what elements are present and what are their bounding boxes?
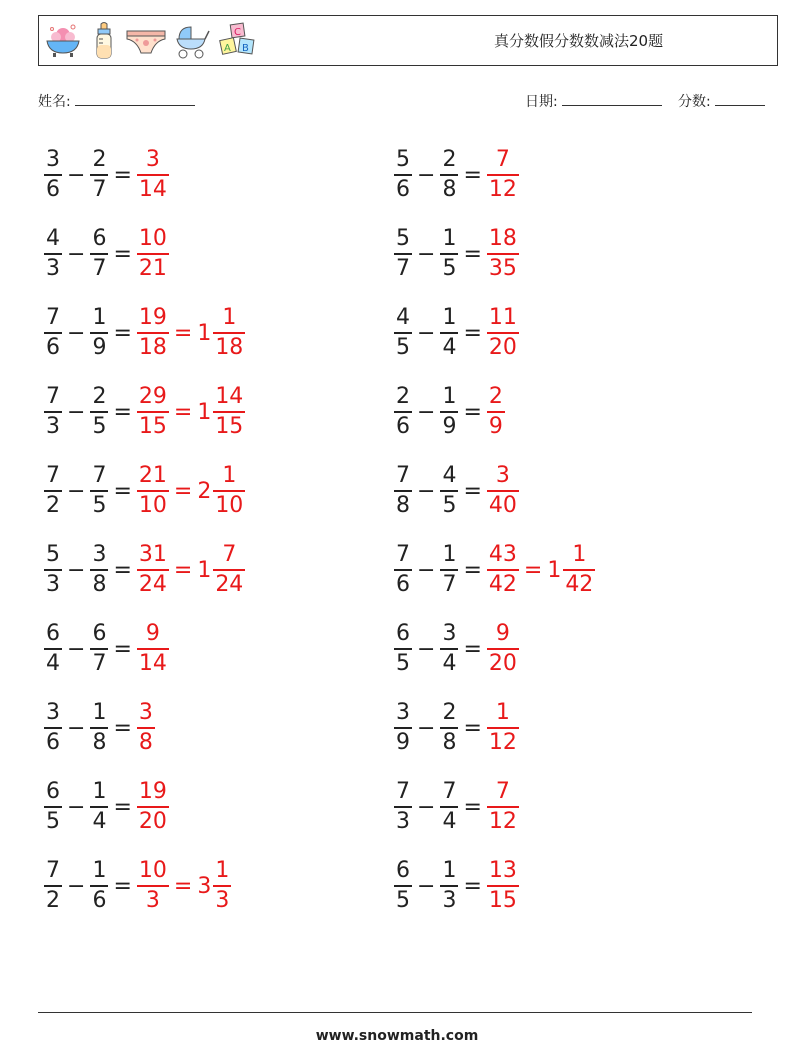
subtrahend-fraction-denominator: 5: [442, 492, 457, 518]
minuend-fraction-denominator: 7: [396, 255, 410, 281]
minus-sign: −: [417, 478, 436, 504]
minuend-fraction-numerator: 4: [396, 305, 410, 331]
problem-item: [44, 460, 245, 522]
subtrahend-fraction: [90, 620, 108, 678]
date-label: 日期:: [525, 94, 558, 110]
subtrahend-fraction-numerator: 1: [92, 779, 107, 805]
subtrahend-fraction-denominator: 7: [442, 571, 457, 597]
equals-sign: =: [463, 162, 482, 188]
minus-sign: −: [67, 636, 86, 662]
subtrahend-fraction: [90, 383, 108, 441]
subtrahend-fraction-numerator: 7: [442, 779, 457, 805]
equals-sign-answer: =: [173, 320, 193, 346]
answer-fraction-denominator: 12: [488, 729, 517, 755]
equals-sign-answer: =: [173, 873, 193, 899]
answer-fraction-numerator: 7: [495, 147, 510, 173]
minuend-fraction-denominator: 6: [396, 571, 410, 597]
subtrahend-fraction: [440, 620, 458, 678]
minuend-fraction: [394, 146, 412, 204]
answer-fraction-denominator: 10: [138, 492, 167, 518]
answer-mixed-fraction-numerator: 14: [215, 384, 244, 410]
minuend-fraction-numerator: 3: [46, 700, 60, 726]
minuend-fraction-numerator: 5: [46, 542, 60, 568]
minus-sign: −: [417, 320, 436, 346]
answer-whole-number: 1: [197, 320, 212, 346]
equals-sign: =: [113, 873, 132, 899]
minuend-fraction: [394, 541, 412, 599]
equals-sign: =: [113, 636, 132, 662]
minuend-fraction-numerator: 2: [396, 384, 410, 410]
name-blank[interactable]: [75, 91, 195, 106]
answer-fraction-numerator: 43: [488, 542, 517, 568]
minuend-fraction-denominator: 3: [46, 413, 60, 439]
answer-fraction: [137, 225, 169, 283]
abc-blocks-icon: [217, 21, 259, 61]
subtrahend-fraction-numerator: 1: [92, 858, 107, 884]
minuend-fraction-denominator: 4: [46, 650, 60, 676]
equals-sign: =: [463, 399, 482, 425]
equals-sign: =: [463, 873, 482, 899]
svg-text:C: C: [234, 27, 241, 38]
equals-sign: =: [113, 715, 132, 741]
subtrahend-fraction: [90, 699, 108, 757]
minuend-fraction-denominator: 3: [396, 808, 410, 834]
answer-fraction-denominator: 3: [145, 887, 160, 913]
answer-fraction-numerator: 13: [488, 858, 517, 884]
subtrahend-fraction-denominator: 8: [92, 729, 107, 755]
subtrahend-fraction-denominator: 4: [442, 650, 457, 676]
minuend-fraction-numerator: 7: [396, 463, 410, 489]
minuend-fraction-numerator: 3: [396, 700, 410, 726]
minuend-fraction-denominator: 2: [46, 887, 60, 913]
subtrahend-fraction: [90, 778, 108, 836]
subtrahend-fraction-numerator: 1: [92, 700, 107, 726]
answer-fraction-denominator: 8: [138, 729, 153, 755]
equals-sign-answer: =: [173, 478, 193, 504]
equals-sign: =: [113, 162, 132, 188]
minuend-fraction-numerator: 7: [46, 463, 60, 489]
minuend-fraction-denominator: 8: [396, 492, 410, 518]
answer-fraction-denominator: 42: [488, 571, 517, 597]
answer-mixed-fraction: [213, 857, 231, 915]
answer-fraction-denominator: 20: [488, 334, 517, 360]
subtrahend-fraction: [90, 462, 108, 520]
answer-fraction-numerator: 3: [495, 463, 510, 489]
answer-fraction: [487, 699, 519, 757]
problem-item: [44, 539, 245, 601]
footer-url: www.snowmath.com: [315, 1028, 479, 1044]
minuend-fraction-numerator: 7: [396, 542, 410, 568]
minuend-fraction: [44, 620, 62, 678]
subtrahend-fraction-denominator: 6: [92, 887, 107, 913]
problem-item: [44, 302, 245, 364]
minus-sign: −: [67, 241, 86, 267]
subtrahend-fraction-numerator: 4: [442, 463, 457, 489]
answer-fraction: [137, 778, 169, 836]
problem-item: [44, 618, 169, 680]
answer-fraction-denominator: 9: [488, 413, 503, 439]
problem-item: [394, 302, 519, 364]
minus-sign: −: [67, 715, 86, 741]
svg-text:B: B: [242, 43, 249, 54]
subtrahend-fraction-denominator: 4: [442, 334, 457, 360]
subtrahend-fraction: [440, 462, 458, 520]
subtrahend-fraction: [440, 699, 458, 757]
name-label: 姓名:: [38, 94, 71, 110]
answer-fraction: [487, 778, 519, 836]
answer-fraction-denominator: 20: [488, 650, 517, 676]
subtrahend-fraction-numerator: 1: [442, 384, 457, 410]
subtrahend-fraction: [90, 146, 108, 204]
answer-mixed-fraction-denominator: 42: [565, 571, 594, 597]
answer-mixed-fraction-denominator: 3: [215, 887, 230, 913]
answer-mixed-fraction-numerator: 1: [222, 463, 237, 489]
subtrahend-fraction-denominator: 8: [442, 729, 457, 755]
minus-sign: −: [67, 478, 86, 504]
minuend-fraction-numerator: 7: [46, 858, 60, 884]
answer-fraction-numerator: 11: [488, 305, 517, 331]
answer-mixed-fraction: [213, 304, 245, 362]
subtrahend-fraction-denominator: 9: [442, 413, 457, 439]
answer-fraction-numerator: 19: [138, 305, 167, 331]
subtrahend-fraction: [440, 383, 458, 441]
minuend-fraction: [394, 462, 412, 520]
diaper-icon: [125, 21, 167, 61]
minuend-fraction-denominator: 3: [46, 571, 60, 597]
answer-fraction: [137, 620, 169, 678]
answer-fraction-numerator: 3: [145, 147, 160, 173]
equals-sign: =: [113, 794, 132, 820]
answer-mixed-fraction-denominator: 24: [215, 571, 244, 597]
minus-sign: −: [417, 794, 436, 820]
answer-mixed-fraction-denominator: 18: [215, 334, 244, 360]
answer-fraction-numerator: 10: [138, 858, 167, 884]
answer-fraction: [137, 304, 169, 362]
answer-fraction: [487, 857, 519, 915]
problem-item: [394, 697, 519, 759]
answer-mixed-fraction: [563, 541, 595, 599]
subtrahend-fraction: [440, 541, 458, 599]
answer-fraction-denominator: 14: [138, 650, 167, 676]
subtrahend-fraction-numerator: 1: [442, 305, 457, 331]
answer-fraction: [137, 146, 169, 204]
subtrahend-fraction-denominator: 7: [92, 176, 107, 202]
minus-sign: −: [417, 162, 436, 188]
answer-mixed-fraction: [213, 541, 245, 599]
worksheet-title: 真分数假分数数减法20题: [494, 32, 664, 50]
answer-fraction: [487, 462, 519, 520]
problem-item: [394, 539, 595, 601]
equals-sign: =: [463, 320, 482, 346]
subtrahend-fraction-denominator: 5: [92, 413, 107, 439]
minuend-fraction: [394, 225, 412, 283]
problem-item: [394, 144, 519, 206]
subtrahend-fraction-denominator: 5: [92, 492, 107, 518]
problem-item: [394, 381, 505, 443]
answer-fraction: [137, 462, 169, 520]
subtrahend-fraction: [440, 146, 458, 204]
minuend-fraction-numerator: 5: [396, 147, 410, 173]
answer-fraction-denominator: 35: [488, 255, 517, 281]
answer-whole-number: 2: [197, 478, 212, 504]
problem-item: [44, 144, 169, 206]
name-field: [38, 91, 195, 111]
answer-fraction: [487, 383, 505, 441]
minus-sign: −: [417, 636, 436, 662]
problem-item: [394, 618, 519, 680]
equals-sign: =: [463, 794, 482, 820]
minuend-fraction-numerator: 6: [396, 858, 410, 884]
subtrahend-fraction: [90, 857, 108, 915]
answer-fraction: [487, 225, 519, 283]
problem-item: [44, 776, 169, 838]
answer-fraction-denominator: 12: [488, 808, 517, 834]
subtrahend-fraction-denominator: 8: [92, 571, 107, 597]
minuend-fraction-denominator: 3: [46, 255, 60, 281]
subtrahend-fraction-denominator: 4: [442, 808, 457, 834]
equals-sign: =: [113, 399, 132, 425]
answer-mixed-fraction-numerator: 1: [222, 305, 237, 331]
subtrahend-fraction-numerator: 3: [442, 621, 457, 647]
answer-fraction-numerator: 2: [488, 384, 503, 410]
equals-sign: =: [463, 557, 482, 583]
minuend-fraction-numerator: 7: [396, 779, 410, 805]
minuend-fraction: [394, 383, 412, 441]
problem-item: [394, 855, 519, 917]
minuend-fraction: [44, 146, 62, 204]
minuend-fraction: [44, 699, 62, 757]
answer-mixed-fraction: [213, 383, 245, 441]
subtrahend-fraction-denominator: 8: [442, 176, 457, 202]
answer-fraction: [137, 541, 169, 599]
equals-sign-answer: =: [173, 557, 193, 583]
answer-fraction-numerator: 10: [138, 226, 167, 252]
answer-fraction-numerator: 19: [138, 779, 167, 805]
subtrahend-fraction-numerator: 6: [92, 226, 107, 252]
subtrahend-fraction: [90, 541, 108, 599]
minuend-fraction-numerator: 5: [396, 226, 410, 252]
minuend-fraction-denominator: 5: [396, 887, 410, 913]
minuend-fraction: [394, 778, 412, 836]
minuend-fraction-numerator: 6: [46, 621, 60, 647]
answer-whole-number: 1: [197, 557, 212, 583]
minuend-fraction-denominator: 6: [396, 176, 410, 202]
answer-fraction-denominator: 24: [138, 571, 167, 597]
subtrahend-fraction-numerator: 7: [92, 463, 107, 489]
baby-bath-icon: [43, 21, 83, 61]
subtrahend-fraction: [90, 225, 108, 283]
answer-whole-number: 3: [197, 873, 212, 899]
minuend-fraction-denominator: 6: [46, 176, 60, 202]
equals-sign: =: [463, 478, 482, 504]
subtrahend-fraction-numerator: 6: [92, 621, 107, 647]
answer-mixed-fraction-numerator: 1: [572, 542, 587, 568]
answer-fraction: [487, 304, 519, 362]
date-field: [525, 91, 662, 111]
answer-fraction-numerator: 7: [495, 779, 510, 805]
answer-fraction-denominator: 20: [138, 808, 167, 834]
problem-item: [44, 855, 231, 917]
answer-fraction: [137, 383, 169, 441]
minuend-fraction-denominator: 6: [396, 413, 410, 439]
subtrahend-fraction-denominator: 9: [92, 334, 107, 360]
answer-fraction: [487, 146, 519, 204]
minuend-fraction-denominator: 6: [46, 729, 60, 755]
minuend-fraction: [44, 304, 62, 362]
answer-mixed-fraction-denominator: 10: [215, 492, 244, 518]
minuend-fraction: [44, 857, 62, 915]
answer-mixed-fraction-denominator: 15: [215, 413, 244, 439]
score-label: 分数:: [678, 94, 711, 110]
answer-fraction-numerator: 31: [138, 542, 167, 568]
answer-fraction-denominator: 18: [138, 334, 167, 360]
answer-fraction-numerator: 21: [138, 463, 167, 489]
problem-item: [44, 381, 245, 443]
problem-item: [394, 223, 519, 285]
svg-text:A: A: [224, 43, 231, 54]
minuend-fraction-numerator: 6: [396, 621, 410, 647]
equals-sign: =: [113, 241, 132, 267]
equals-sign: =: [463, 636, 482, 662]
subtrahend-fraction-denominator: 3: [442, 887, 457, 913]
subtrahend-fraction-numerator: 1: [442, 226, 457, 252]
minuend-fraction-numerator: 7: [46, 305, 60, 331]
subtrahend-fraction-numerator: 3: [92, 542, 107, 568]
minuend-fraction-denominator: 9: [396, 729, 410, 755]
subtrahend-fraction-numerator: 2: [442, 147, 457, 173]
minus-sign: −: [67, 320, 86, 346]
footer-divider: [38, 1012, 752, 1013]
minus-sign: −: [417, 715, 436, 741]
minus-sign: −: [417, 399, 436, 425]
subtrahend-fraction: [440, 225, 458, 283]
minus-sign: −: [417, 873, 436, 899]
problem-item: [394, 776, 519, 838]
subtrahend-fraction-numerator: 1: [92, 305, 107, 331]
minuend-fraction: [44, 778, 62, 836]
subtrahend-fraction-numerator: 2: [92, 384, 107, 410]
subtrahend-fraction: [90, 304, 108, 362]
answer-mixed-fraction-numerator: 7: [222, 542, 237, 568]
minus-sign: −: [417, 241, 436, 267]
minus-sign: −: [67, 794, 86, 820]
subtrahend-fraction: [440, 304, 458, 362]
baby-stroller-icon: [173, 21, 211, 61]
answer-fraction-numerator: 1: [495, 700, 510, 726]
equals-sign: =: [463, 241, 482, 267]
minuend-fraction: [44, 225, 62, 283]
minus-sign: −: [67, 162, 86, 188]
equals-sign: =: [113, 320, 132, 346]
minuend-fraction: [394, 699, 412, 757]
score-field: [678, 91, 765, 111]
equals-sign-answer: =: [173, 399, 193, 425]
minus-sign: −: [417, 557, 436, 583]
minus-sign: −: [67, 873, 86, 899]
answer-whole-number: 1: [197, 399, 212, 425]
subtrahend-fraction-numerator: 2: [442, 700, 457, 726]
subtrahend-fraction-denominator: 7: [92, 255, 107, 281]
subtrahend-fraction-denominator: 7: [92, 650, 107, 676]
minuend-fraction: [44, 462, 62, 520]
equals-sign: =: [113, 478, 132, 504]
answer-fraction-denominator: 14: [138, 176, 167, 202]
minuend-fraction-denominator: 5: [46, 808, 60, 834]
minuend-fraction: [394, 857, 412, 915]
subtrahend-fraction-numerator: 1: [442, 858, 457, 884]
date-blank[interactable]: [562, 91, 662, 106]
answer-mixed-fraction-numerator: 1: [215, 858, 230, 884]
minuend-fraction-numerator: 6: [46, 779, 60, 805]
subtrahend-fraction-denominator: 4: [92, 808, 107, 834]
answer-fraction-numerator: 9: [495, 621, 510, 647]
minuend-fraction: [44, 541, 62, 599]
minuend-fraction-denominator: 5: [396, 334, 410, 360]
minuend-fraction: [44, 383, 62, 441]
minuend-fraction-denominator: 2: [46, 492, 60, 518]
subtrahend-fraction: [440, 778, 458, 836]
subtrahend-fraction-denominator: 5: [442, 255, 457, 281]
minuend-fraction: [394, 620, 412, 678]
answer-fraction-numerator: 18: [488, 226, 517, 252]
answer-fraction-numerator: 3: [138, 700, 153, 726]
minus-sign: −: [67, 557, 86, 583]
header-icons: [43, 21, 259, 61]
header-box: [38, 15, 778, 66]
minus-sign: −: [67, 399, 86, 425]
answer-fraction-denominator: 12: [488, 176, 517, 202]
subtrahend-fraction-numerator: 2: [92, 147, 107, 173]
answer-fraction-numerator: 9: [145, 621, 160, 647]
answer-whole-number: 1: [547, 557, 562, 583]
minuend-fraction-denominator: 6: [46, 334, 60, 360]
answer-fraction-denominator: 40: [488, 492, 517, 518]
problem-item: [394, 460, 519, 522]
baby-bottle-icon: [89, 21, 119, 61]
answer-mixed-fraction: [213, 462, 245, 520]
minuend-fraction: [394, 304, 412, 362]
answer-fraction-denominator: 21: [138, 255, 167, 281]
minuend-fraction-denominator: 5: [396, 650, 410, 676]
equals-sign-answer: =: [523, 557, 543, 583]
answer-fraction: [487, 541, 519, 599]
answer-fraction-denominator: 15: [138, 413, 167, 439]
minuend-fraction-numerator: 4: [46, 226, 60, 252]
answer-fraction: [487, 620, 519, 678]
answer-fraction-denominator: 15: [488, 887, 517, 913]
equals-sign: =: [113, 557, 132, 583]
minuend-fraction-numerator: 3: [46, 147, 60, 173]
answer-fraction-numerator: 29: [138, 384, 167, 410]
subtrahend-fraction: [440, 857, 458, 915]
answer-fraction: [137, 857, 169, 915]
problem-item: [44, 223, 169, 285]
score-blank[interactable]: [715, 91, 765, 106]
answer-fraction: [137, 699, 155, 757]
equals-sign: =: [463, 715, 482, 741]
problem-item: [44, 697, 155, 759]
subtrahend-fraction-numerator: 1: [442, 542, 457, 568]
minuend-fraction-numerator: 7: [46, 384, 60, 410]
